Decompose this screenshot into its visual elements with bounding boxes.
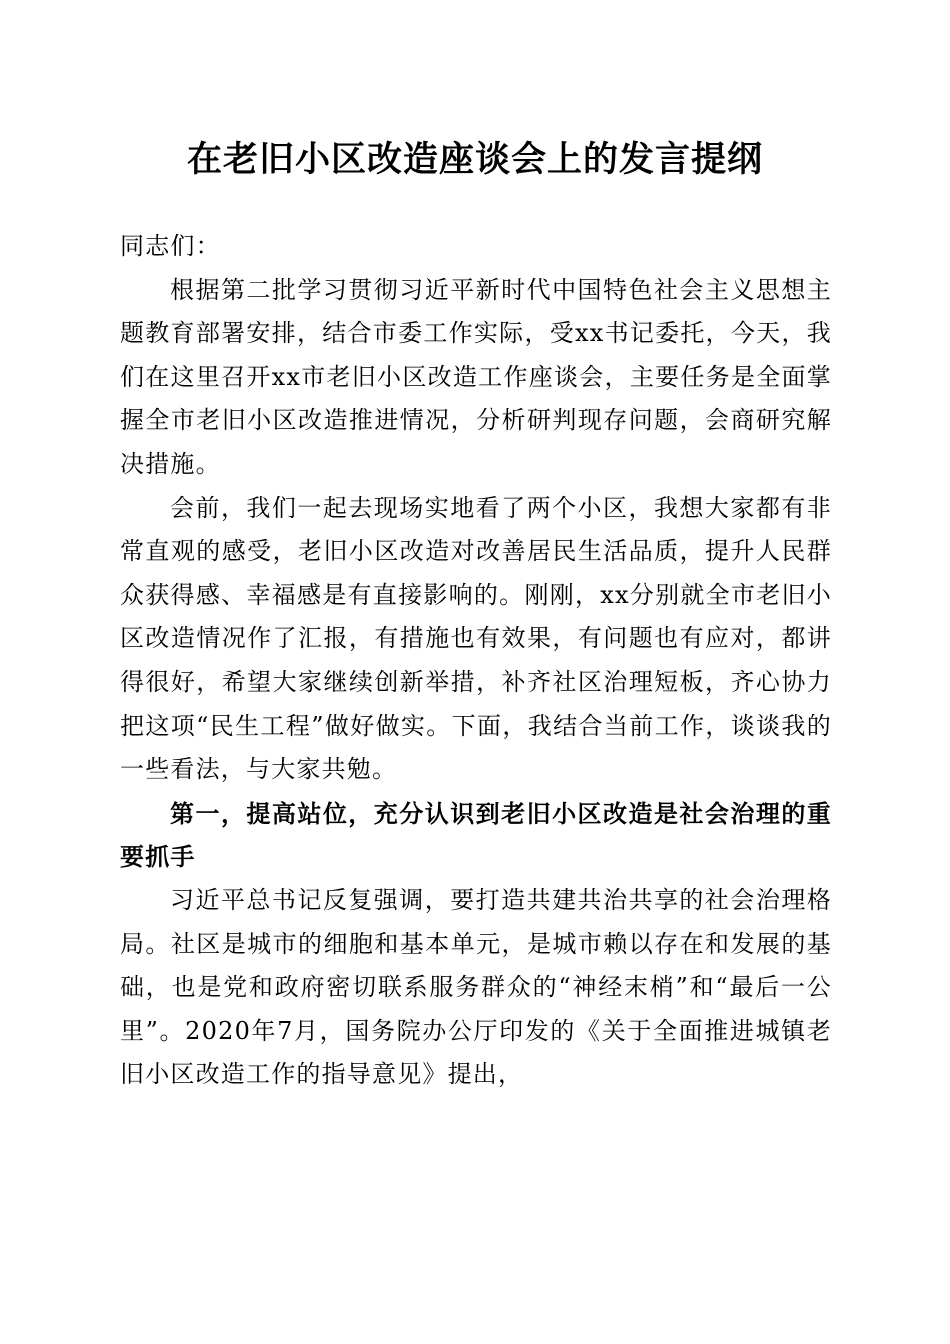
document-title: 在老旧小区改造座谈会上的发言提纲 (186, 139, 763, 180)
document-body (120, 225, 832, 1097)
paragraph-meeting-review: 会前，我们一起去现场实地看了两个小区，我想大家都有非常直观的感受，老旧小区改造对改善居民生活品质，提升人民群众获得感、幸福感是有直接影响的。刚刚，xx分别就全市老旧小区改造情况作了汇报，有措施也有效果，有问题也有应对，都讲得很好，希望大家继续创新举措，补齐社区治理短板，齐心协力把这项“民生工程”做好做实。下面，我结合当前工作，谈谈我的一些看法，与大家共勉。 (120, 493, 832, 784)
section-heading: 第一，提高站位，充分认识到老旧小区改造是社会治理的重要抓手 (120, 798, 832, 872)
section-paragraph: 习近平总书记反复强调，要打造共建共治共享的社会治理格局。社区是城市的细胞和基本单元，是城市赖以存在和发展的基础，也是党和政府密切联系服务群众的“神经末梢”和“最后一公里”。2020年7月，国务院办公厅印发的《关于全面推进城镇老旧小区改造工作的指导意见》提出， (120, 885, 832, 1089)
salutation: 同志们： (120, 232, 221, 260)
paragraph-intro: 根据第二批学习贯彻习近平新时代中国特色社会主义思想主题教育部署安排，结合市委工作实际，受xx书记委托，今天，我们在这里召开xx市老旧小区改造工作座谈会，主要任务是全面掌握全市老旧小区改造推进情况，分析研判现存问题，会商研究解决措施。 (120, 275, 832, 478)
